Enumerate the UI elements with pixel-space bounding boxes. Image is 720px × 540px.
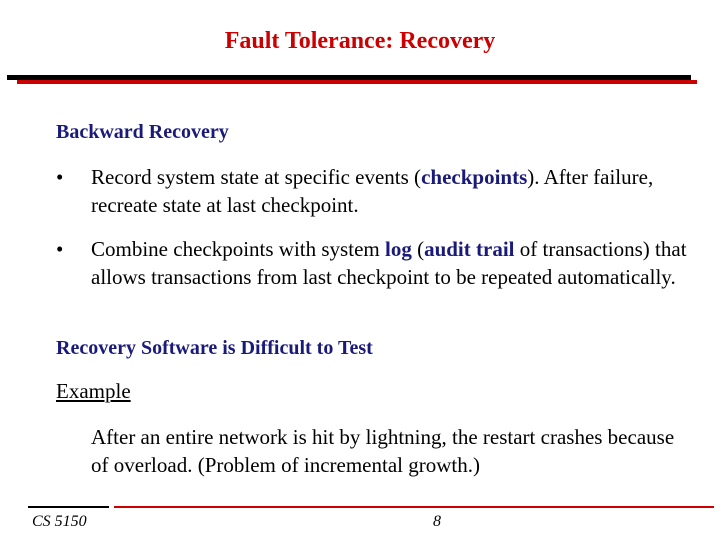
- bullet-text-part: (: [411, 237, 425, 261]
- bullet-text-part: Record system state at specific events (: [91, 165, 422, 189]
- footer-course-label: CS 5150: [32, 513, 87, 530]
- footer-rule-right: [114, 506, 714, 508]
- section-heading-recovery-software: Recovery Software is Difficult to Test: [56, 337, 373, 359]
- keyword-checkpoints: checkpoints: [421, 165, 528, 189]
- section-heading-backward-recovery: Backward Recovery: [56, 121, 229, 143]
- slide-title: Fault Tolerance: Recovery: [224, 28, 496, 54]
- bullet-text: [91, 235, 691, 291]
- example-label: Example: [56, 379, 131, 403]
- bullet-dot: •: [56, 237, 64, 261]
- footer-rule-left: [28, 506, 109, 508]
- bullet-text: [91, 163, 691, 219]
- example-text: After an entire network is hit by lightning, the restart crashes because of overload. (Problem of incremental growth.): [91, 425, 675, 477]
- keyword-log: log: [384, 237, 412, 261]
- keyword-audit-trail: audit trail: [424, 237, 515, 261]
- bullet-dot: •: [56, 165, 64, 189]
- bullet-text-part: of transactions) that allows transactions from last checkpoint to be repeated automatically.: [91, 237, 687, 289]
- bullet-text-part: Combine checkpoints with system: [91, 237, 385, 261]
- bullet-text-part: ). After failure, recreate state at last checkpoint.: [91, 165, 654, 217]
- title-rule-red: [17, 80, 697, 84]
- footer-page-number: 8: [433, 513, 441, 530]
